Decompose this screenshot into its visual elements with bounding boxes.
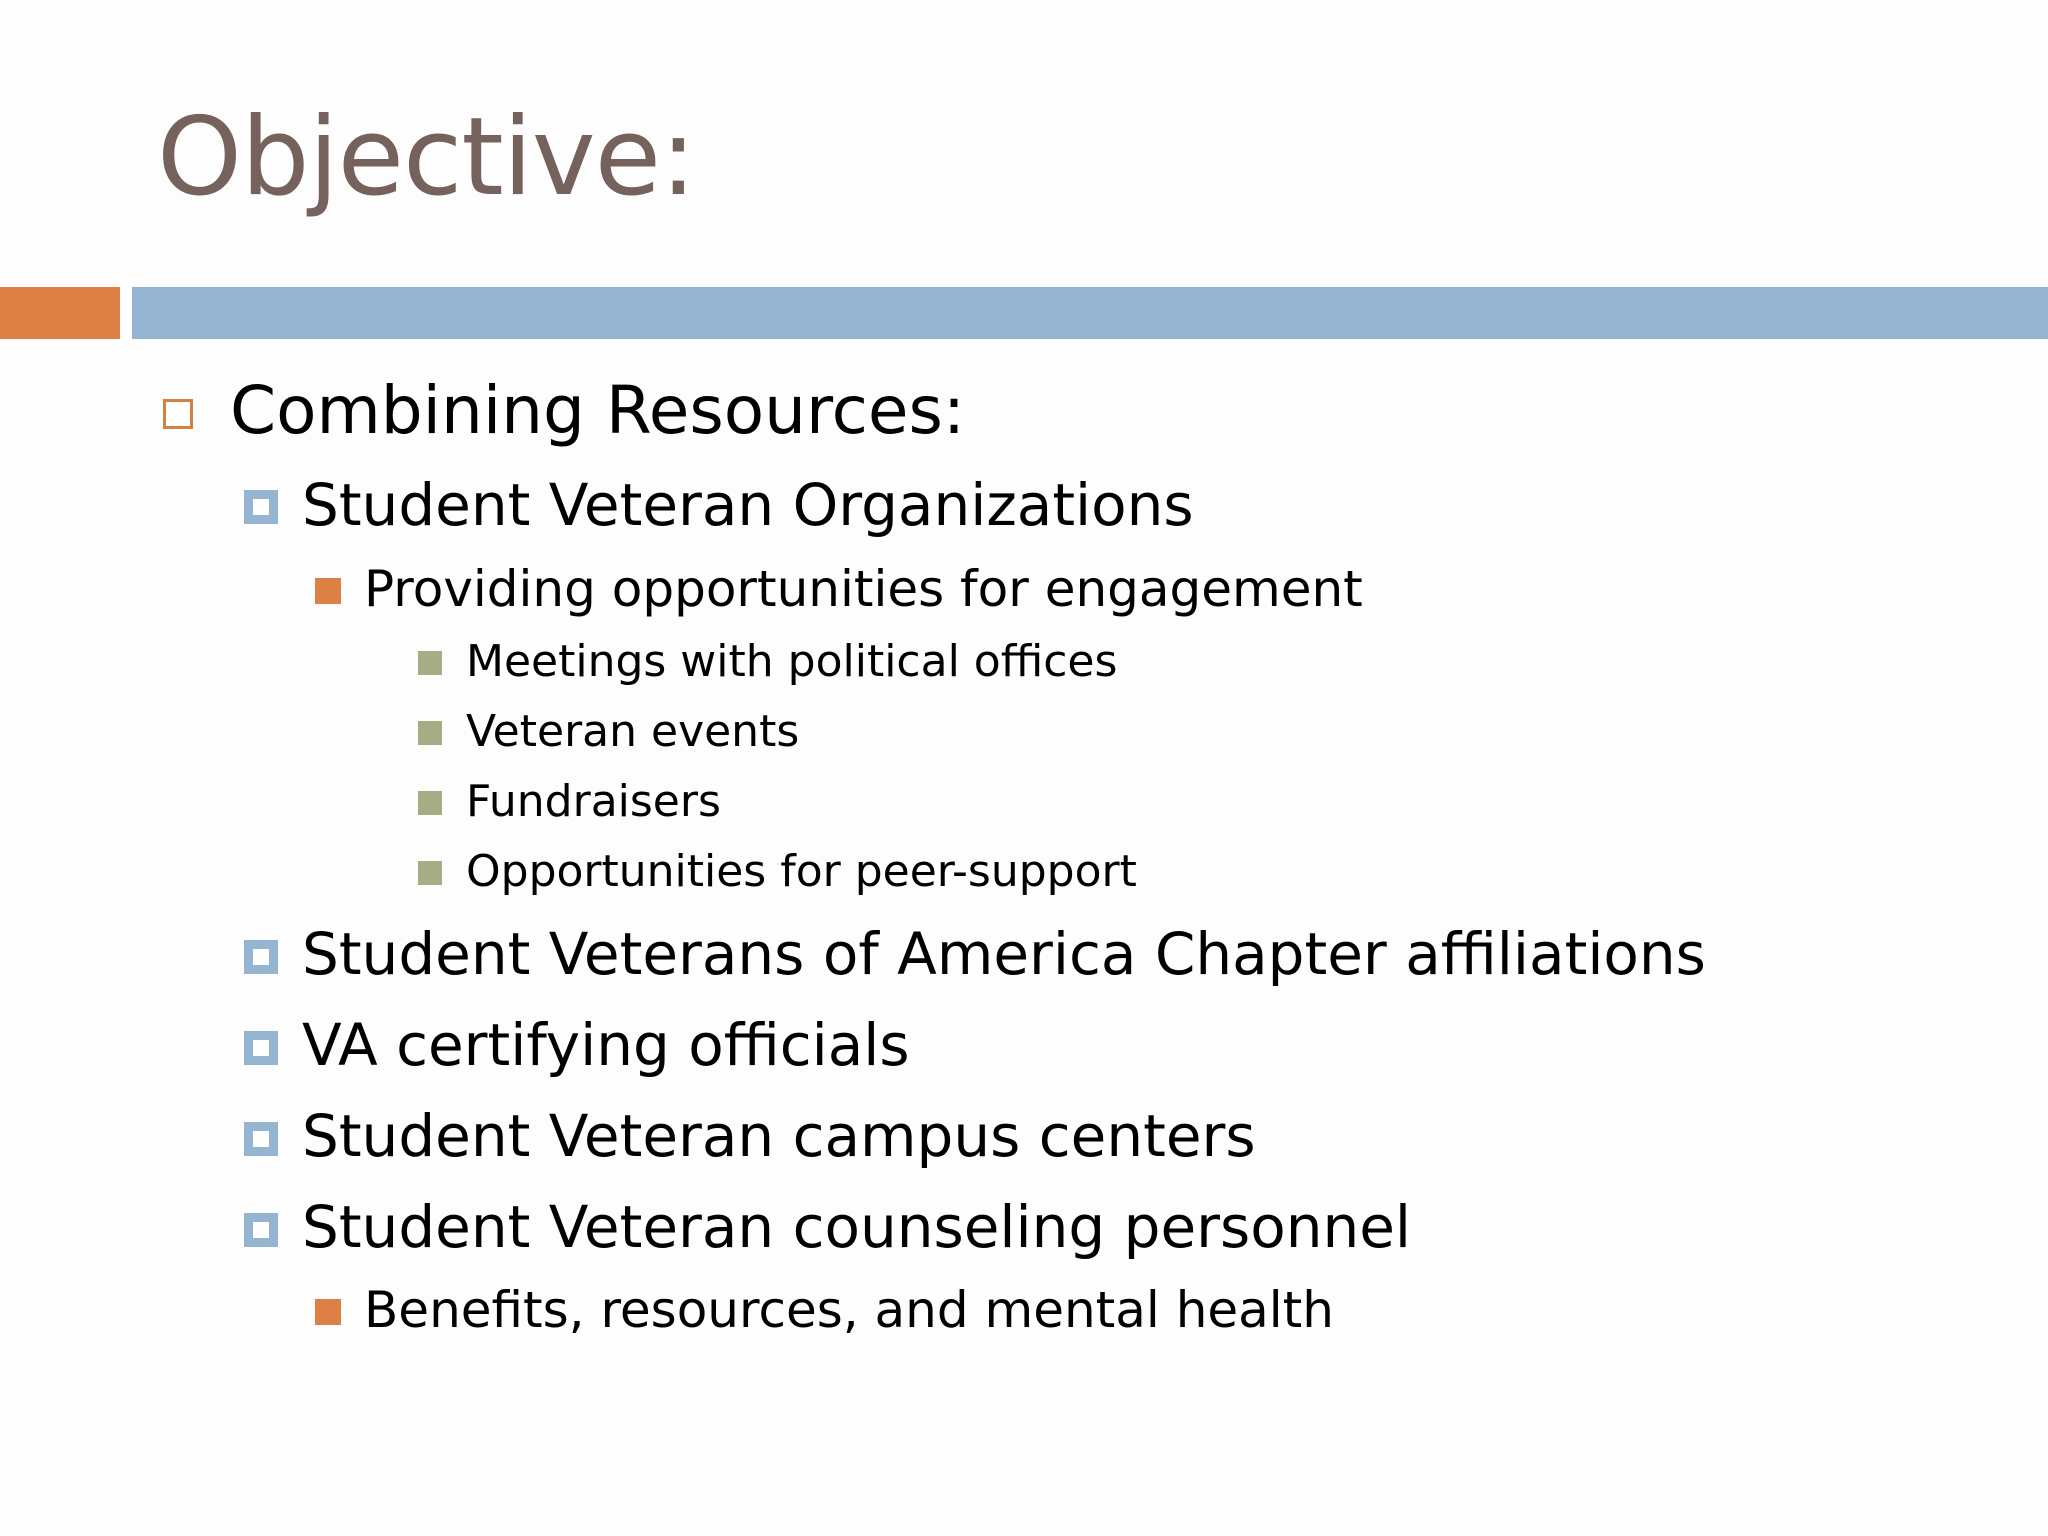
small-square-bullet-icon [418, 721, 442, 745]
bullet-benefits-resources: Benefits, resources, and mental health [364, 1281, 1334, 1339]
bullet-veteran-events: Veteran events [466, 706, 800, 757]
small-square-bullet-icon [418, 791, 442, 815]
framed-square-bullet-icon [244, 940, 278, 974]
bullet-peer-support: Opportunities for peer-support [466, 846, 1137, 897]
framed-square-bullet-icon [244, 1031, 278, 1065]
title-accent-bar-orange [0, 287, 120, 339]
bullet-sva-chapter-affiliations: Student Veterans of America Chapter affiliations [302, 920, 1706, 988]
framed-square-bullet-icon [244, 490, 278, 524]
framed-square-bullet-icon [244, 1122, 278, 1156]
bullet-campus-centers: Student Veteran campus centers [302, 1102, 1256, 1170]
bullet-student-veteran-organizations: Student Veteran Organizations [302, 471, 1194, 539]
title-accent-bar-blue [132, 287, 2048, 339]
framed-square-bullet-icon [244, 1213, 278, 1247]
small-square-bullet-icon [418, 651, 442, 675]
bullet-fundraisers: Fundraisers [466, 776, 721, 827]
bullet-combining-resources: Combining Resources: [230, 372, 966, 449]
hollow-square-bullet-icon [163, 399, 193, 429]
bullet-providing-opportunities: Providing opportunities for engagement [364, 560, 1363, 618]
slide-title: Objective: [157, 95, 696, 220]
small-square-bullet-icon [418, 861, 442, 885]
filled-square-bullet-icon [315, 578, 341, 604]
bullet-va-certifying-officials: VA certifying officials [302, 1011, 910, 1079]
bullet-meetings-political-offices: Meetings with political offices [466, 636, 1118, 687]
bullet-counseling-personnel: Student Veteran counseling personnel [302, 1193, 1412, 1261]
filled-square-bullet-icon [315, 1299, 341, 1325]
